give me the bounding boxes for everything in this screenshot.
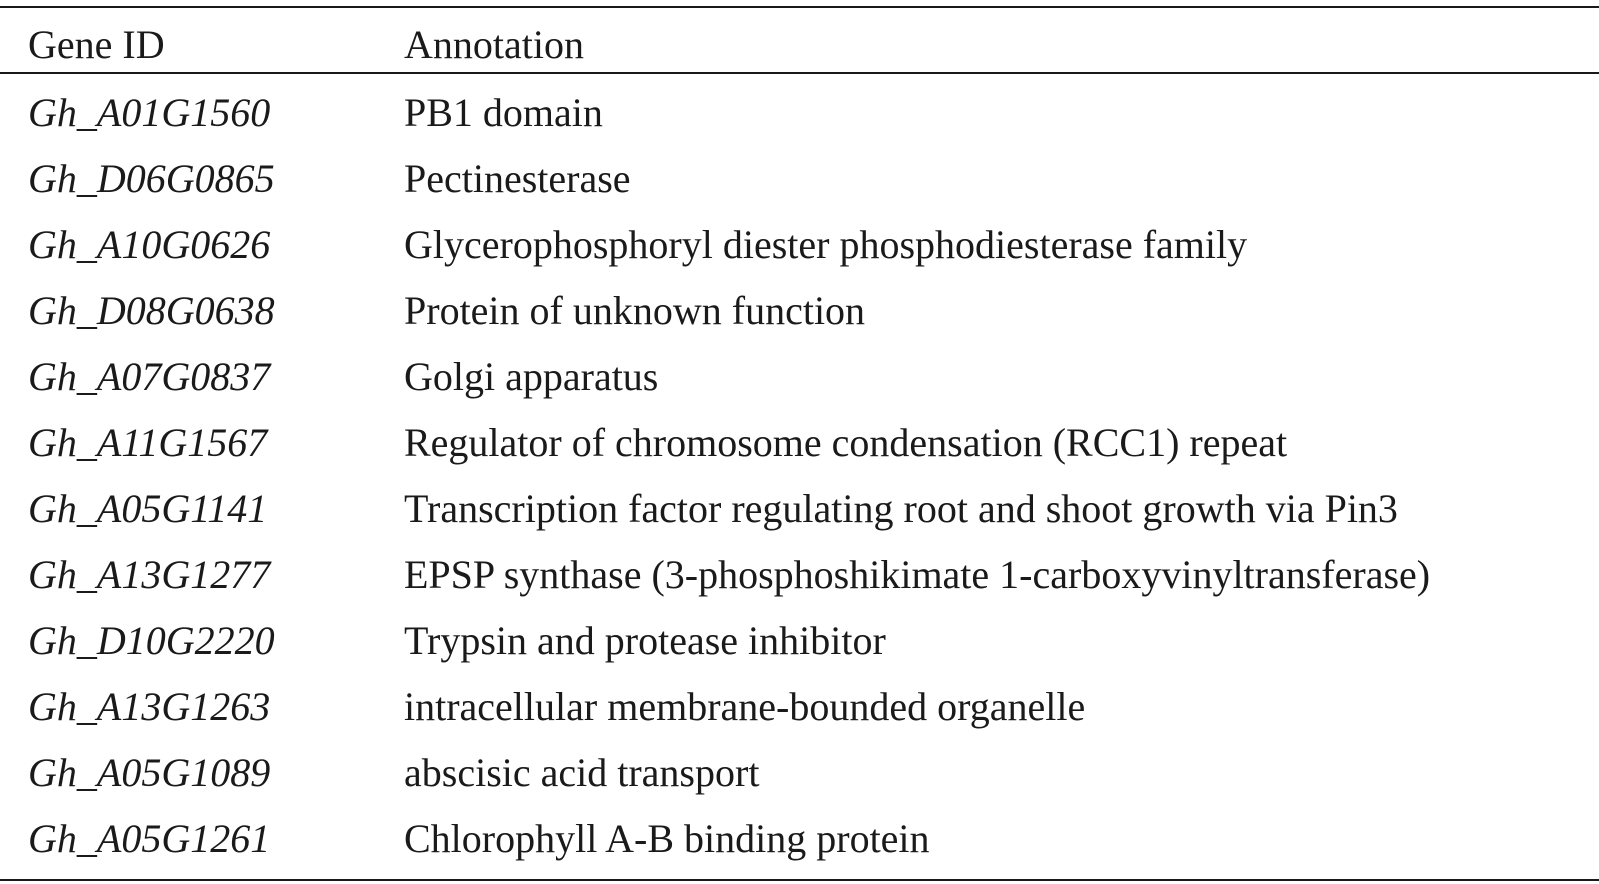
table-row (0, 806, 1599, 872)
annotation-cell: Pectinesterase (404, 156, 631, 201)
table-bottom-rule (0, 879, 1599, 881)
annotation-cell: intracellular membrane-bounded organelle (404, 684, 1086, 729)
annotation-cell: Trypsin and protease inhibitor (404, 618, 886, 663)
gene-id-cell: Gh_A10G0626 (28, 222, 271, 267)
gene-id-cell: Gh_D10G2220 (28, 618, 275, 663)
annotation-cell: Regulator of chromosome condensation (RCC1) repeat (404, 420, 1288, 465)
gene-id-cell: Gh_D08G0638 (28, 288, 275, 333)
annotation-cell: Golgi apparatus (404, 354, 659, 399)
table-row (0, 278, 1599, 344)
table-row (0, 740, 1599, 806)
table-top-rule (0, 6, 1599, 8)
annotation-cell: abscisic acid transport (404, 750, 760, 795)
annotation-cell: Transcription factor regulating root and shoot growth via Pin3 (404, 486, 1398, 531)
annotation-cell: Glycerophosphoryl diester phosphodiesterase family (404, 222, 1248, 267)
header-gene-id: Gene ID (28, 22, 165, 67)
gene-id-cell: Gh_A13G1263 (28, 684, 271, 729)
header-annotation: Annotation (404, 22, 584, 67)
gene-id-cell: Gh_A13G1277 (28, 552, 271, 597)
table-row (0, 542, 1599, 608)
gene-id-cell: Gh_A11G1567 (28, 420, 268, 465)
annotation-cell: EPSP synthase (3-phosphoshikimate 1-carboxyvinyltransferase) (404, 552, 1431, 597)
table-header-row (0, 12, 1599, 78)
annotation-cell: Protein of unknown function (404, 288, 866, 333)
table-row (0, 674, 1599, 740)
annotation-cell: PB1 domain (404, 90, 603, 135)
table-row (0, 476, 1599, 542)
gene-id-cell: Gh_D06G0865 (28, 156, 275, 201)
gene-id-cell: Gh_A07G0837 (28, 354, 271, 399)
table-row (0, 80, 1599, 146)
table-row (0, 608, 1599, 674)
gene-id-cell: Gh_A01G1560 (28, 90, 271, 135)
gene-id-cell: Gh_A05G1261 (28, 816, 271, 861)
table-row (0, 344, 1599, 410)
table-row (0, 212, 1599, 278)
table-row (0, 146, 1599, 212)
gene-id-cell: Gh_A05G1141 (28, 486, 268, 531)
table-header-rule (0, 72, 1599, 74)
gene-id-cell: Gh_A05G1089 (28, 750, 271, 795)
table-row (0, 410, 1599, 476)
annotation-cell: Chlorophyll A-B binding protein (404, 816, 930, 861)
